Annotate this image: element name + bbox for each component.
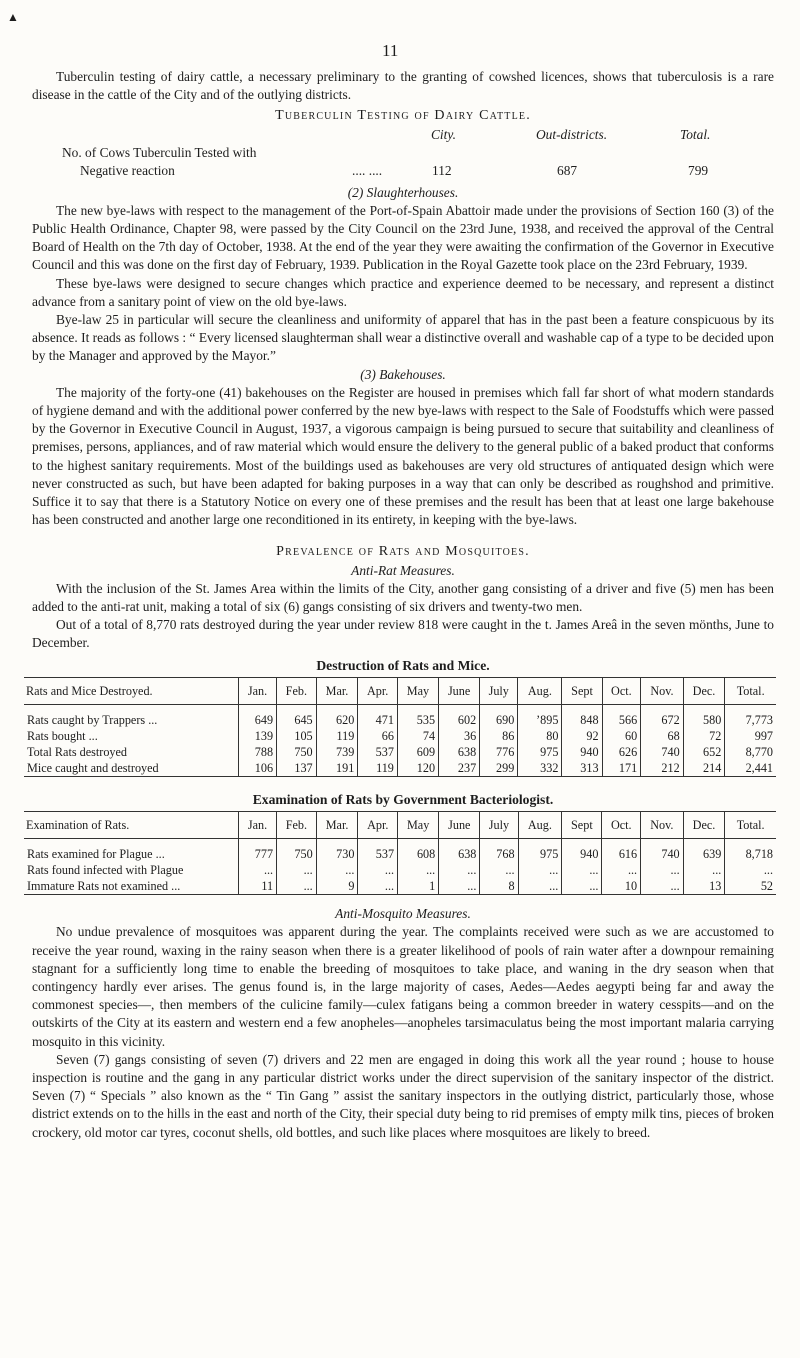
table-cell: 638 bbox=[439, 839, 480, 863]
table-cell: ... bbox=[277, 878, 317, 895]
examination-header-cell: Examination of Rats. bbox=[24, 812, 239, 839]
table-cell: 106 bbox=[239, 760, 277, 777]
table-cell: 8,770 bbox=[725, 744, 776, 760]
table-cell: ... bbox=[277, 862, 317, 878]
tb-city-value: 112 bbox=[432, 162, 452, 178]
col-total: Total. bbox=[680, 126, 711, 142]
table-row bbox=[24, 862, 776, 878]
table-cell: 608 bbox=[398, 839, 439, 863]
examination-header-cell: June bbox=[439, 812, 480, 839]
table-cell: 1 bbox=[398, 878, 439, 895]
destruction-header-cell: Total. bbox=[725, 677, 776, 704]
table-cell: 9 bbox=[316, 878, 358, 895]
destruction-header-cell: July bbox=[480, 677, 518, 704]
table-cell: 105 bbox=[277, 728, 317, 744]
table-cell: 730 bbox=[316, 839, 358, 863]
examination-header-cell: Oct. bbox=[602, 812, 641, 839]
table-cell: 638 bbox=[439, 744, 480, 760]
examination-table bbox=[24, 811, 776, 895]
table-cell: ... bbox=[239, 862, 277, 878]
table-cell: ... bbox=[439, 862, 480, 878]
destruction-header-cell: Apr. bbox=[358, 677, 398, 704]
examination-header-cell: May bbox=[398, 812, 439, 839]
mosquito-paragraph-2: Seven (7) gangs consisting of seven (7) drivers and 22 men are engaged in doing this work all the year round ; house to house inspection is routine and the gang in any particular district works under the direct supervision of the sanitary inspector of the district. Seven (7) “ Specials ” also known as the “ Tin Gang ” assist the sanitary inspectors in the outlying district, particularly those, whose district extends on to the hills in the east and north of the City, their special duty being to rid premises of empty milk tins, pieces of broken crockery, old motor car tyres, coconut shells, old bottles, and such like places where mosquitoes are likely to breed. bbox=[32, 1051, 774, 1140]
destruction-table-body bbox=[24, 704, 776, 776]
table-cell: 74 bbox=[397, 728, 438, 744]
table-cell: 616 bbox=[602, 839, 641, 863]
destruction-header-cell: Nov. bbox=[641, 677, 684, 704]
tb-row-label-2: Negative reaction bbox=[80, 162, 175, 178]
table-cell: 191 bbox=[316, 760, 358, 777]
examination-table-body bbox=[24, 839, 776, 895]
row-label: Rats caught by Trappers ... bbox=[27, 712, 158, 727]
table-cell: 566 bbox=[602, 704, 641, 728]
table-cell: 580 bbox=[683, 704, 725, 728]
destruction-header-cell: Feb. bbox=[277, 677, 317, 704]
table-cell: 2,441 bbox=[725, 760, 776, 777]
table-cell: 36 bbox=[439, 728, 480, 744]
table-cell: 848 bbox=[562, 704, 602, 728]
table-cell: 72 bbox=[683, 728, 725, 744]
table-cell: 119 bbox=[358, 760, 398, 777]
table-cell: 60 bbox=[602, 728, 641, 744]
row-label: Total Rats destroyed bbox=[27, 744, 128, 759]
tb-out-value: 687 bbox=[557, 162, 578, 178]
destruction-header-cell: June bbox=[439, 677, 480, 704]
tb-total-value: 799 bbox=[688, 162, 709, 178]
table-cell: 8,718 bbox=[725, 839, 776, 863]
table-row bbox=[24, 760, 776, 777]
destruction-header-cell: Dec. bbox=[683, 677, 725, 704]
table-cell: 119 bbox=[316, 728, 358, 744]
table-cell: ... bbox=[358, 878, 398, 895]
table-cell: 975 bbox=[518, 744, 562, 760]
table-cell: 740 bbox=[641, 744, 684, 760]
table-cell: 214 bbox=[683, 760, 725, 777]
table-cell: 940 bbox=[562, 744, 602, 760]
table-cell: 777 bbox=[239, 839, 277, 863]
table-cell: ... bbox=[562, 878, 602, 895]
table-cell: 80 bbox=[518, 728, 562, 744]
table-cell: 750 bbox=[277, 744, 317, 760]
row-label: Rats found infected with Plague bbox=[27, 863, 184, 878]
table-cell: 212 bbox=[641, 760, 684, 777]
table-cell: 66 bbox=[358, 728, 398, 744]
mosquito-paragraph-1: No undue prevalence of mosquitoes was apparent during the year. The complaints received were such as we are accustomed to receive the year round, waxing in the rainy season when there is a greater likelihood of pools of rain water after a downpour remaining stagnant for a sufficiently long time to enable the breeding of mosquitoes to take place, and waning in the dry season when that contingency hardly ever arises. The genus found is, in the large majority of cases, Aedes—Aedes aegypti being far and away the commonest species—, then members of the culicine family—culex fatigans being a common breeder in watery cesspits—and on the outskirts of the City at its eastern and western end a few anopheles—anopheles tarsimaculatus being the most important malaria carrying mosquito in this vicinity. bbox=[32, 924, 774, 1049]
tb-testing-table bbox=[32, 126, 774, 184]
table-row bbox=[24, 839, 776, 863]
table-cell: 537 bbox=[358, 839, 398, 863]
table-cell: 86 bbox=[480, 728, 518, 744]
destruction-header-cell: Mar. bbox=[316, 677, 358, 704]
destruction-header-cell: Rats and Mice Destroyed. bbox=[24, 677, 239, 704]
destruction-header-cell: Aug. bbox=[518, 677, 562, 704]
table-cell: 8 bbox=[480, 878, 518, 895]
anti-rat-paragraph-1: With the inclusion of the St. James Area within the limits of the City, another gang consisting of a driver and five (5) men has been added to the anti-rat unit, making a total of six (6) gangs consisting of six drivers and twenty-two men. bbox=[32, 580, 774, 615]
table-cell: 139 bbox=[239, 728, 277, 744]
table-cell: ... bbox=[518, 862, 562, 878]
table-cell: 7,773 bbox=[725, 704, 776, 728]
bakehouses-heading: (3) Bakehouses. bbox=[360, 366, 446, 382]
table-cell: 750 bbox=[277, 839, 317, 863]
anti-mosquito-heading: Anti-Mosquito Measures. bbox=[335, 906, 471, 922]
table-cell: ... bbox=[641, 878, 684, 895]
table-cell: 940 bbox=[562, 839, 602, 863]
table-cell: 535 bbox=[397, 704, 438, 728]
tb-row-leaders: .... .... bbox=[352, 162, 383, 178]
row-label: Rats bought ... bbox=[27, 728, 98, 743]
table-cell: ʼ895 bbox=[518, 704, 562, 728]
table-cell: 313 bbox=[562, 760, 602, 777]
table-cell: 639 bbox=[683, 839, 725, 863]
table-cell: 620 bbox=[316, 704, 358, 728]
row-label: Rats examined for Plague ... bbox=[27, 847, 165, 862]
table-cell: 626 bbox=[602, 744, 641, 760]
table-cell: 788 bbox=[239, 744, 277, 760]
table-cell: 237 bbox=[439, 760, 480, 777]
row-label: Immature Rats not examined ... bbox=[24, 878, 239, 895]
table-cell: ... bbox=[480, 862, 518, 878]
table-cell: 652 bbox=[683, 744, 725, 760]
examination-header-cell: Sept bbox=[562, 812, 602, 839]
table-cell: ... bbox=[562, 862, 602, 878]
slaughter-paragraph-1: The new bye-laws with respect to the management of the Port-of-Spain Abattoir made under the provisions of Section 160 (3) of the Public Health Ordinance, Chapter 98, were passed by the City Council on the 23rd June, 1938, and received the approval of the Central Board of Health on the 7th day of October, 1938. At the end of the year they were awaiting the confirmation of the Governor in Executive Council and this was done on the first day of February, 1939. Publication in the Royal Gazette took place on the 23rd February, 1939. bbox=[32, 202, 774, 273]
table-cell: 602 bbox=[439, 704, 480, 728]
table-cell: 690 bbox=[480, 704, 518, 728]
table-cell: 10 bbox=[602, 878, 641, 895]
examination-table-header bbox=[24, 812, 776, 839]
table-cell: 13 bbox=[683, 878, 725, 895]
table-row bbox=[24, 744, 776, 760]
examination-header-cell: Feb. bbox=[277, 812, 317, 839]
table-cell: 672 bbox=[641, 704, 684, 728]
table-cell: ... bbox=[725, 862, 776, 878]
destruction-table-header bbox=[24, 677, 776, 704]
table-cell: 975 bbox=[518, 839, 562, 863]
intro-paragraph: Tuberculin testing of dairy cattle, a necessary preliminary to the granting of cowshed licences, shows that tuberculosis is a rare disease in the cattle of the City and of the outlying districts. bbox=[32, 69, 774, 103]
destruction-header-cell: Sept bbox=[562, 677, 602, 704]
slaughter-paragraph-2: These bye-laws were designed to secure changes which practice and experience deemed to be necessary, and represent a distinct advance from a sanitary point of view on the old bye-laws. bbox=[32, 275, 774, 309]
examination-header-cell: Nov. bbox=[641, 812, 684, 839]
examination-header-cell: July bbox=[480, 812, 518, 839]
row-label: Mice caught and destroyed bbox=[24, 760, 239, 777]
slaughterhouses-heading: (2) Slaughterhouses. bbox=[347, 184, 459, 200]
examination-header-cell: Jan. bbox=[239, 812, 277, 839]
col-out-districts: Out-districts. bbox=[536, 126, 608, 142]
table-cell: 52 bbox=[725, 878, 776, 895]
table-row bbox=[24, 878, 776, 895]
tb-testing-heading: Tuberculin Testing of Dairy Cattle. bbox=[275, 108, 531, 124]
table-cell: ... bbox=[398, 862, 439, 878]
examination-table-caption: Examination of Rats by Government Bacteriologist. bbox=[252, 791, 554, 807]
table-cell: 68 bbox=[641, 728, 684, 744]
table-cell: ... bbox=[641, 862, 684, 878]
col-city: City. bbox=[431, 126, 456, 142]
table-cell: ... bbox=[602, 862, 641, 878]
page-number: 11 bbox=[382, 41, 399, 60]
anti-rat-paragraph-2: Out of a total of 8,770 rats destroyed during the year under review 818 were caught in the t. James Areâ in the seven mönths, June to December. bbox=[32, 617, 774, 651]
table-cell: 120 bbox=[397, 760, 438, 777]
table-cell: ... bbox=[683, 862, 725, 878]
table-cell: 739 bbox=[316, 744, 358, 760]
destruction-header-cell: Oct. bbox=[602, 677, 641, 704]
examination-header-cell: Apr. bbox=[358, 812, 398, 839]
table-cell: 649 bbox=[239, 704, 277, 728]
examination-header-cell: Aug. bbox=[518, 812, 562, 839]
table-cell: 537 bbox=[358, 744, 398, 760]
examination-header-cell: Total. bbox=[725, 812, 776, 839]
table-cell: 645 bbox=[277, 704, 317, 728]
table-cell: 609 bbox=[397, 744, 438, 760]
destruction-header-cell: Jan. bbox=[239, 677, 277, 704]
table-cell: 776 bbox=[480, 744, 518, 760]
prevalence-heading: Prevalence of Rats and Mosquitoes. bbox=[276, 544, 530, 560]
table-cell: 299 bbox=[480, 760, 518, 777]
slaughter-paragraph-3: Bye-law 25 in particular will secure the cleanliness and uniformity of apparel that has in the past been a feature conspicuous by its absence. It reads as follows : “ Every licensed slaughterman shall wear a distinctive overall and washable cap of a type to be decided upon by the Manager and approved by the Mayor.” bbox=[32, 312, 774, 364]
table-cell: 768 bbox=[480, 839, 518, 863]
destruction-table bbox=[24, 677, 776, 777]
table-cell: ... bbox=[518, 878, 562, 895]
examination-header-cell: Mar. bbox=[316, 812, 358, 839]
table-cell: 471 bbox=[358, 704, 398, 728]
table-cell: 740 bbox=[641, 839, 684, 863]
bakehouses-paragraph: The majority of the forty-one (41) bakehouses on the Register are housed in premises which fall far short of what modern standards of hygiene demand and with the additional power conferred by the new bye-laws with respect to the Sale of Foodstuffs which were passed by the Governor in Executive Council in August, 1937, a vigorous campaign is being pursued to secure that suitability and cleanliness of premises, persons, appliances, and of raw material which would ensure the delivery to the general public of a baked product that conforms to the highest sanitary requirements. Most of the buildings used as bakehouses are very old structures of antiquated design which were never constructed as such, but have been adapted for baking purposes in a way that can only be described as roughshod and primitive. Suffice it to say that there is a Statutory Notice on every one of these premises and the result has been that at least one large bakehouse has been constructed and another large one reconditioned in its entirety, in keeping with the bye-laws. bbox=[32, 384, 774, 528]
table-cell: 11 bbox=[239, 878, 277, 895]
anti-rat-heading: Anti-Rat Measures. bbox=[351, 562, 455, 578]
table-cell: 332 bbox=[518, 760, 562, 777]
table-row bbox=[24, 728, 776, 744]
page-corner-mark: ▲ bbox=[7, 10, 19, 24]
table-cell: ... bbox=[316, 862, 358, 878]
table-cell: 137 bbox=[277, 760, 317, 777]
table-cell: ... bbox=[439, 878, 480, 895]
table-row bbox=[24, 704, 776, 728]
examination-header-cell: Dec. bbox=[683, 812, 725, 839]
table-cell: 171 bbox=[602, 760, 641, 777]
table-cell: ... bbox=[358, 862, 398, 878]
destruction-table-caption: Destruction of Rats and Mice. bbox=[316, 657, 490, 673]
tb-row-label-1: No. of Cows Tuberculin Tested with bbox=[62, 144, 257, 160]
table-cell: 92 bbox=[562, 728, 602, 744]
table-cell: 997 bbox=[725, 728, 776, 744]
destruction-header-cell: May bbox=[397, 677, 438, 704]
